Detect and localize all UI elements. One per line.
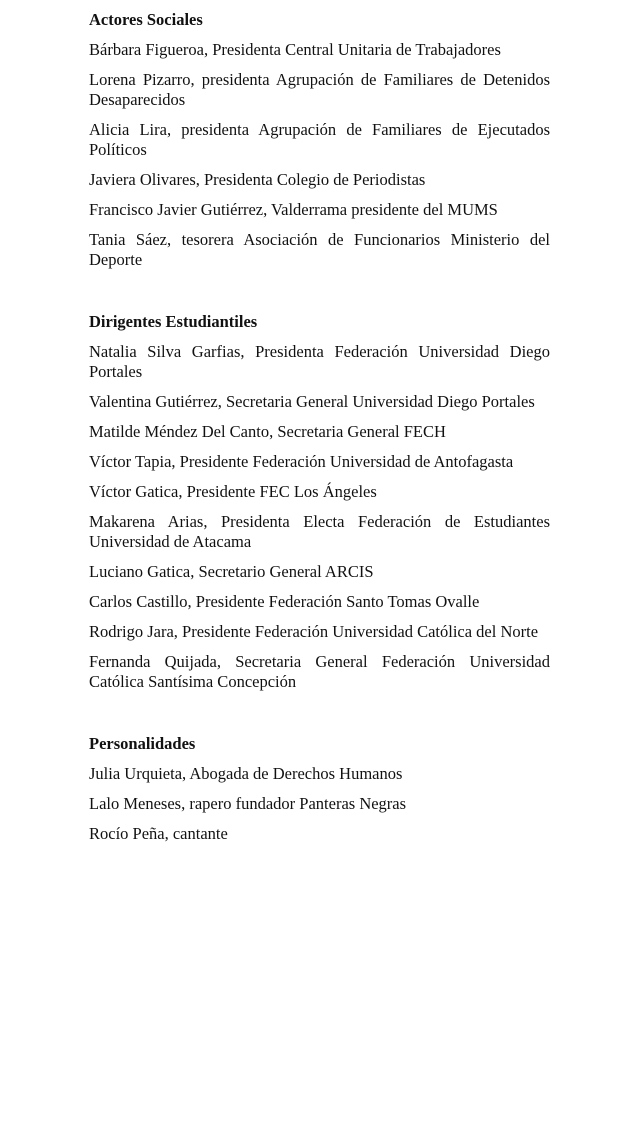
list-item: Rocío Peña, cantante	[89, 824, 228, 843]
list-item: Alicia Lira, presidenta Agrupación de Familiares de Ejecutados Políticos	[89, 120, 550, 159]
section-personalidades	[89, 734, 550, 844]
list-item: Francisco Javier Gutiérrez, Valderrama presidente del MUMS	[89, 200, 498, 219]
section-heading: Dirigentes Estudiantiles	[89, 312, 258, 331]
list-item: Matilde Méndez Del Canto, Secretaria General FECH	[89, 422, 446, 441]
list-item: Víctor Gatica, Presidente FEC Los Ángeles	[89, 482, 377, 501]
list-item: Lalo Meneses, rapero fundador Panteras Negras	[89, 794, 407, 813]
list-item: Fernanda Quijada, Secretaria General Federación Universidad Católica Santísima Concepción	[89, 652, 550, 691]
section-heading: Actores Sociales	[89, 10, 203, 29]
list-item: Carlos Castillo, Presidente Federación Santo Tomas Ovalle	[89, 592, 480, 611]
list-item: Rodrigo Jara, Presidente Federación Universidad Católica del Norte	[89, 622, 539, 641]
document-page	[89, 10, 550, 854]
list-item: Makarena Arias, Presidenta Electa Federación de Estudiantes Universidad de Atacama	[89, 512, 550, 551]
section-heading: Personalidades	[89, 734, 196, 753]
list-item: Luciano Gatica, Secretario General ARCIS	[89, 562, 374, 581]
section-actores-sociales	[89, 10, 550, 270]
list-item: Bárbara Figueroa, Presidenta Central Unitaria de Trabajadores	[89, 40, 501, 59]
list-item: Valentina Gutiérrez, Secretaria General Universidad Diego Portales	[89, 392, 535, 411]
list-item: Víctor Tapia, Presidente Federación Universidad de Antofagasta	[89, 452, 514, 471]
list-item: Julia Urquieta, Abogada de Derechos Humanos	[89, 764, 403, 783]
section-dirigentes-estudiantiles	[89, 312, 550, 692]
list-item: Natalia Silva Garfias, Presidenta Federación Universidad Diego Portales	[89, 342, 550, 381]
list-item: Tania Sáez, tesorera Asociación de Funcionarios Ministerio del Deporte	[89, 230, 550, 269]
list-item: Javiera Olivares, Presidenta Colegio de Periodistas	[89, 170, 426, 189]
list-item: Lorena Pizarro, presidenta Agrupación de Familiares de Detenidos Desaparecidos	[89, 70, 550, 109]
